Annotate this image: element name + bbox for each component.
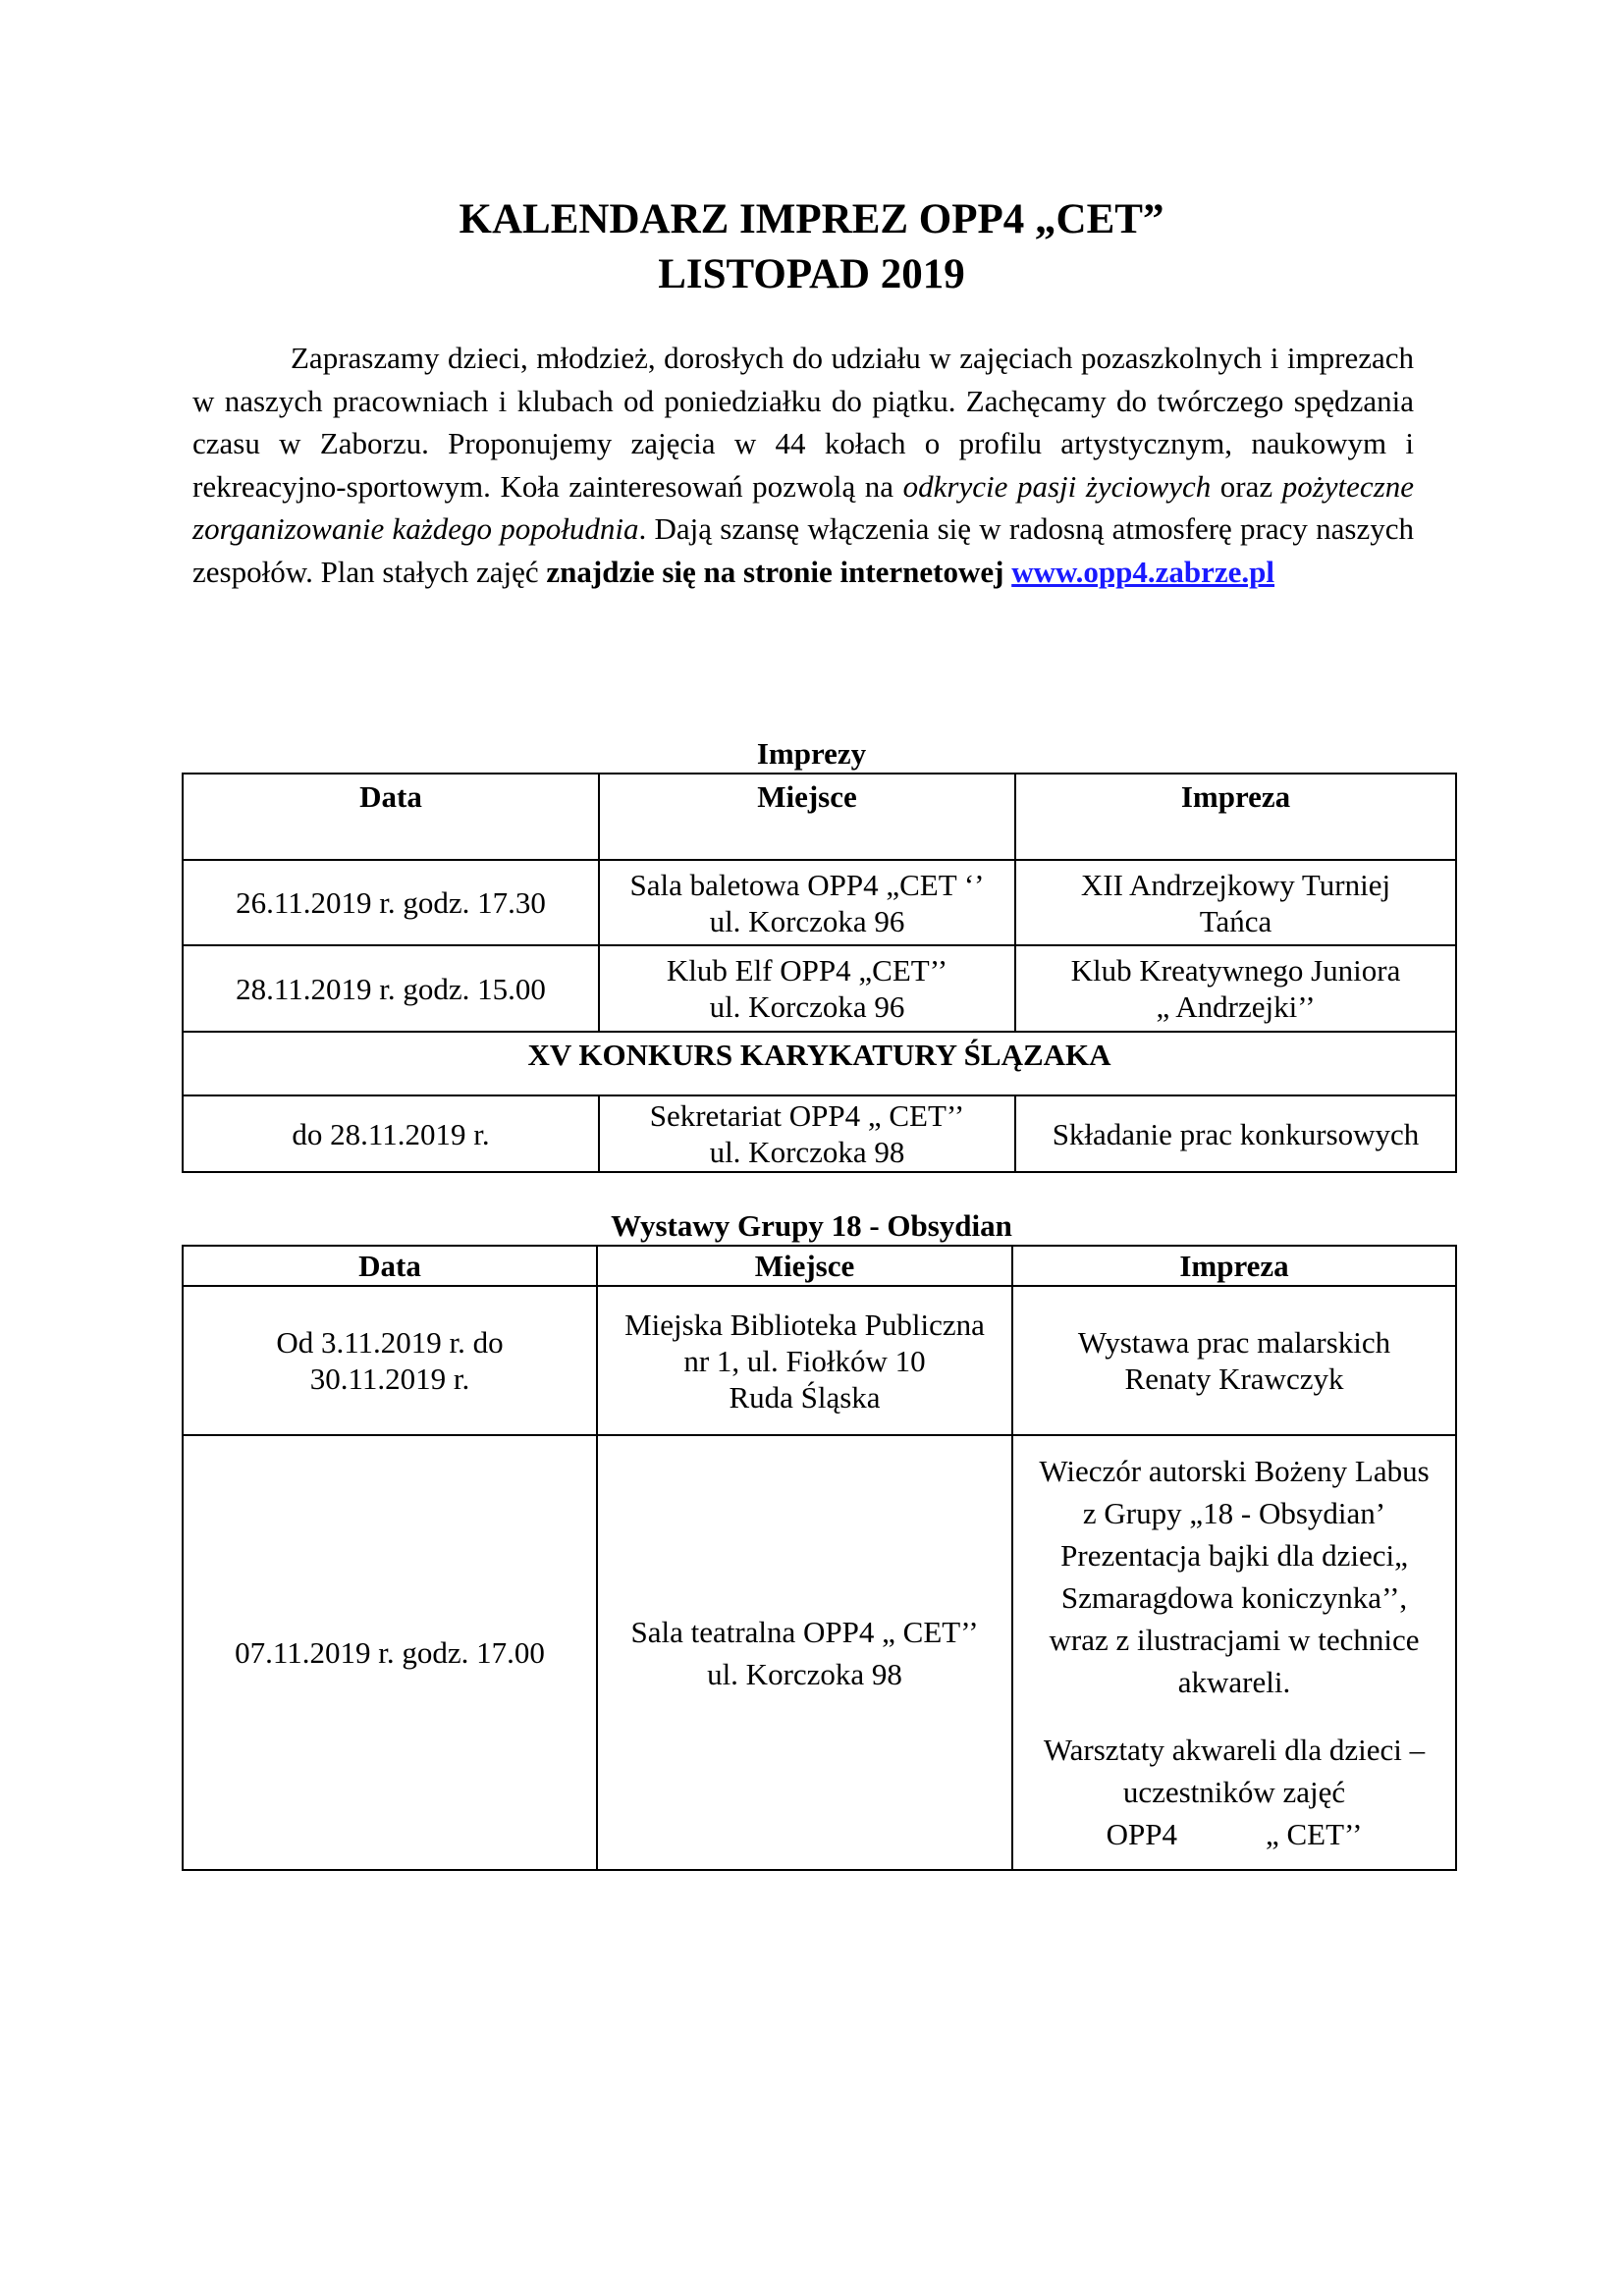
cell-impreza: Składanie prac konkursowych	[1015, 1095, 1456, 1172]
col-header-impreza: Impreza	[1012, 1246, 1456, 1286]
page-title	[0, 192, 1623, 302]
cell-data: 28.11.2019 r. godz. 15.00	[183, 945, 599, 1032]
cell-data: 07.11.2019 r. godz. 17.00	[183, 1435, 597, 1870]
exhibitions-table	[182, 1245, 1457, 1871]
col-header-impreza: Impreza	[1015, 774, 1456, 860]
table-header-row	[183, 774, 1456, 860]
cell-data: Od 3.11.2019 r. do 30.11.2019 r.	[183, 1286, 597, 1435]
cell-impreza: Wystawa prac malarskich Renaty Krawczyk	[1012, 1286, 1456, 1435]
table1-caption: Imprezy	[756, 736, 867, 771]
cell-miejsce: Sekretariat OPP4 „ CET’’ ul. Korczoka 98	[599, 1095, 1015, 1172]
cell-miejsce: Klub Elf OPP4 „CET’’ ul. Korczoka 96	[599, 945, 1015, 1032]
cell-miejsce: Sala teatralna OPP4 „ CET’’ ul. Korczoka 98	[597, 1435, 1012, 1870]
website-link[interactable]: www.opp4.zabrze.pl	[1011, 554, 1275, 589]
col-header-data: Data	[183, 774, 599, 860]
table-row	[183, 1435, 1456, 1870]
cell-miejsce: Miejska Biblioteka Publiczna nr 1, ul. Fiołków 10 Ruda Śląska	[597, 1286, 1012, 1435]
title-line-2: LISTOPAD 2019	[658, 251, 965, 297]
cell-impreza: Klub Kreatywnego Juniora „ Andrzejki’’	[1015, 945, 1456, 1032]
col-header-miejsce: Miejsce	[599, 774, 1015, 860]
events-table	[182, 773, 1457, 1173]
cell-data: 26.11.2019 r. godz. 17.30	[183, 860, 599, 945]
cell-impreza: Wieczór autorski Bożeny Labus z Grupy „18 - Obsydian’ Prezentacja bajki dla dzieci„ Szmaragdowa koniczynka’’, wraz z ilustracjami w technice akwareli. Warsztaty akwareli dla dzieci – uczestników zajęć OPP4 „ CET’’	[1012, 1435, 1456, 1870]
table-row	[183, 1286, 1456, 1435]
section-heading-row	[183, 1032, 1456, 1095]
col-header-miejsce: Miejsce	[597, 1246, 1012, 1286]
contest-heading: XV KONKURS KARYKATURY ŚLĄZAKA	[183, 1032, 1456, 1095]
title-line-1: KALENDARZ IMPREZ OPP4 „CET”	[459, 196, 1164, 242]
table-row	[183, 945, 1456, 1032]
intro-paragraph: Zapraszamy dzieci, młodzież, dorosłych do udziału w zajęciach pozaszkolnych i imprezach w naszych pracowniach i klubach od poniedziałku do piątku. Zachęcamy do twórczego spędzania czasu w Zaborzu. Proponujemy zajęcia w 44 kołach o profilu artystycznym, naukowym i rekreacyjno-sportowym. Koła zainteresowań pozwolą na odkrycie pasji życiowych oraz pożyteczne zorganizowanie każdego popołudnia. Dają szansę włączenia się w radosną atmosferę pracy naszych zespołów. Plan stałych zajęć znajdzie się na stronie internetowej www.opp4.zabrze.pl	[192, 341, 1415, 589]
table-row	[183, 860, 1456, 945]
table-row	[183, 1095, 1456, 1172]
cell-miejsce: Sala baletowa OPP4 „CET ‘’ ul. Korczoka 96	[599, 860, 1015, 945]
col-header-data: Data	[183, 1246, 597, 1286]
cell-impreza: XII Andrzejkowy Turniej Tańca	[1015, 860, 1456, 945]
cell-data: do 28.11.2019 r.	[183, 1095, 599, 1172]
table-header-row	[183, 1246, 1456, 1286]
table2-caption: Wystawy Grupy 18 - Obsydian	[611, 1208, 1012, 1243]
